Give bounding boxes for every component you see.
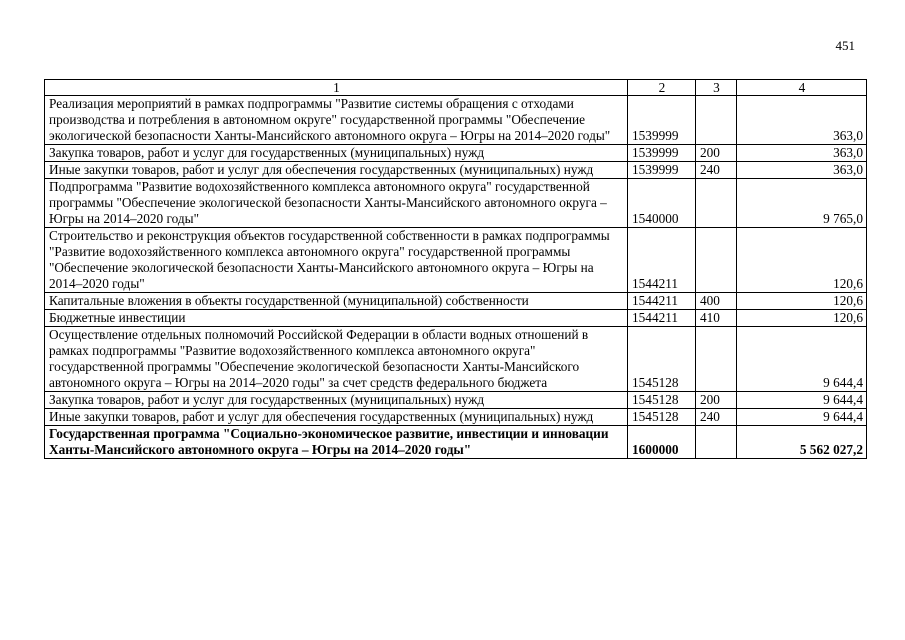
- table-row-program-total: [45, 426, 867, 459]
- page-number: 451: [835, 38, 855, 53]
- table-row: [45, 310, 867, 327]
- row-target-code: 1539999: [628, 145, 696, 162]
- row-amount: 363,0: [737, 145, 867, 162]
- row-target-code: 1600000: [628, 426, 696, 459]
- column-header-1: 1: [45, 80, 628, 96]
- row-description: Закупка товаров, работ и услуг для государственных (муниципальных) нужд: [45, 392, 628, 409]
- row-target-code: 1545128: [628, 392, 696, 409]
- row-amount: 5 562 027,2: [737, 426, 867, 459]
- row-amount: 9 644,4: [737, 392, 867, 409]
- row-expense-type: 200: [696, 145, 737, 162]
- budget-table: [44, 79, 867, 459]
- row-description: Государственная программа "Социально-экономическое развитие, инвестиции и инновации Ханты-Мансийского автономного округа – Югры на 2014–2020 годы": [45, 426, 628, 459]
- table-row: [45, 179, 867, 228]
- row-target-code: 1539999: [628, 162, 696, 179]
- row-description: Иные закупки товаров, работ и услуг для обеспечения государственных (муниципальных) нужд: [45, 162, 628, 179]
- table-row: [45, 327, 867, 392]
- row-expense-type: 240: [696, 409, 737, 426]
- row-description: Осуществление отдельных полномочий Российской Федерации в области водных отношений в рамках подпрограммы "Развитие водохозяйственного комплекса автономного округа" государственной программы "Обеспечение экологической безопасности Ханты-Мансийского автономного округа – Югры на 2014–2020 годы" за счет средств федерального бюджета: [45, 327, 628, 392]
- row-description: Бюджетные инвестиции: [45, 310, 628, 327]
- table-row: [45, 409, 867, 426]
- table-header-row: [45, 80, 867, 96]
- row-amount: 9 765,0: [737, 179, 867, 228]
- row-description: Подпрограмма "Развитие водохозяйственного комплекса автономного округа" государственной программы "Обеспечение экологической безопасности Ханты-Мансийского автономного округа – Югры на 2014–2020 годы": [45, 179, 628, 228]
- row-description: Иные закупки товаров, работ и услуг для обеспечения государственных (муниципальных) нужд: [45, 409, 628, 426]
- row-amount: 9 644,4: [737, 327, 867, 392]
- table-row: [45, 145, 867, 162]
- table-row: [45, 392, 867, 409]
- row-amount: 363,0: [737, 162, 867, 179]
- row-expense-type: 410: [696, 310, 737, 327]
- column-header-3: 3: [696, 80, 737, 96]
- row-expense-type: [696, 96, 737, 145]
- row-target-code: 1544211: [628, 293, 696, 310]
- column-header-2: 2: [628, 80, 696, 96]
- row-expense-type: [696, 426, 737, 459]
- row-target-code: 1539999: [628, 96, 696, 145]
- row-amount: 363,0: [737, 96, 867, 145]
- row-target-code: 1545128: [628, 409, 696, 426]
- row-expense-type: 400: [696, 293, 737, 310]
- row-expense-type: [696, 179, 737, 228]
- table-row: [45, 162, 867, 179]
- row-description: Закупка товаров, работ и услуг для государственных (муниципальных) нужд: [45, 145, 628, 162]
- row-description: Реализация мероприятий в рамках подпрограммы "Развитие системы обращения с отходами производства и потребления в автономном округе" государственной программы "Обеспечение экологической безопасности Ханты-Мансийского автономного округа – Югры на 2014–2020 годы": [45, 96, 628, 145]
- row-amount: 120,6: [737, 310, 867, 327]
- row-target-code: 1540000: [628, 179, 696, 228]
- row-amount: 9 644,4: [737, 409, 867, 426]
- row-target-code: 1544211: [628, 228, 696, 293]
- row-expense-type: [696, 327, 737, 392]
- row-amount: 120,6: [737, 293, 867, 310]
- row-amount: 120,6: [737, 228, 867, 293]
- table-row: [45, 96, 867, 145]
- row-description: Капитальные вложения в объекты государственной (муниципальной) собственности: [45, 293, 628, 310]
- row-expense-type: 240: [696, 162, 737, 179]
- row-expense-type: 200: [696, 392, 737, 409]
- row-description: Строительство и реконструкция объектов государственной собственности в рамках подпрограммы "Развитие водохозяйственного комплекса автономного округа" государственной программы "Обеспечение экологической безопасности Ханты-Мансийского автономного округа – Югры на 2014–2020 годы": [45, 228, 628, 293]
- row-target-code: 1545128: [628, 327, 696, 392]
- row-expense-type: [696, 228, 737, 293]
- row-target-code: 1544211: [628, 310, 696, 327]
- column-header-4: 4: [737, 80, 867, 96]
- table-row: [45, 228, 867, 293]
- table-row: [45, 293, 867, 310]
